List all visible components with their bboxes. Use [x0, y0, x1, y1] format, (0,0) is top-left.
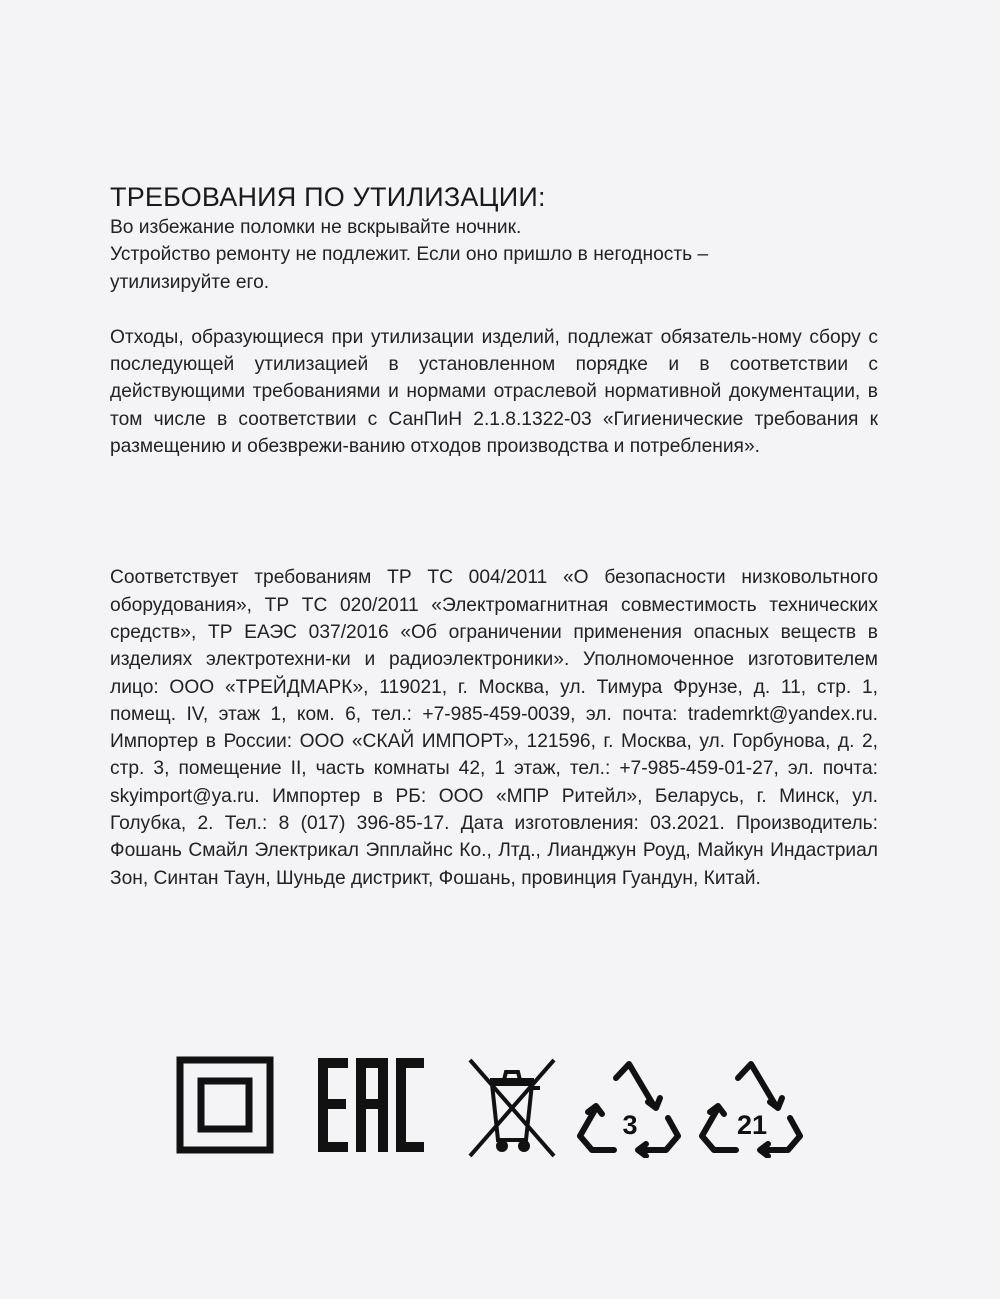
double-insulation-icon [176, 1056, 274, 1154]
section-title: ТРЕБОВАНИЯ ПО УТИЛИЗАЦИИ: [110, 182, 546, 212]
eac-mark-icon [316, 1056, 426, 1154]
certification-symbols [176, 1056, 816, 1166]
document-body [110, 180, 878, 892]
intro-line-3: утилизируйте его. [110, 271, 270, 293]
recycle-code-3: 3 [622, 1110, 638, 1140]
recycle-code-21: 21 [736, 1110, 768, 1140]
spacer [110, 296, 878, 324]
compliance-paragraph: Соответствует требованиям ТР ТС 004/2011 «О безопасности низковольтного оборудования», ТР ТС 020/2011 «Электромагнитная совместимость технических средств», ТР ЕАЭС 037/2016 «Об ограничении применения опасных веществ в изделиях электротехни-ки и радиоэлектроники». Уполномоченное изготовителем лицо: ООО «ТРЕЙДМАРК», 119021, г. Москва, ул. Тимура Фрунзе, д. 11, стр. 1, помещ. IV, этаж 1, ком. 6, тел.: +7-985-459-0039, эл. почта: trademrkt@yandex.ru. Импортер в России: ООО «СКАЙ ИМПОРТ», 121596, г. Москва, ул. Горбунова, д. 2, стр. 3, помещение II, часть комнаты 42, 1 этаж, тел.: +7-985-459-01-27, эл. почта: skyimport@ya.ru. Импортер в РБ: ООО «МПР Ритейл», Беларусь, г. Минск, ул. Голубка, 2. Тел.: 8 (017) 396-85-17. Дата изготовления: 03.2021. Производитель: Фошань Смайл Электрикал Эпплайнс Ко., Лтд., Лианджун Роуд, Майкун Индастриал Зон, Синтан Таун, Шуньде дистрикт, Фошань, провинция Гуандун, Китай. [110, 567, 878, 889]
recycle-triangle-icon-3 [574, 1058, 684, 1158]
crossed-out-bin-icon [464, 1056, 560, 1162]
waste-paragraph: Отходы, образующиеся при утилизации изделий, подлежат обязатель-ному сбору с последующей утилизацией в установленном порядке и в соответствии с действующими требованиями и нормами отраслевой нормативной документации, в том числе в соответствии с СанПиН 2.1.8.1322-03 «Гигиенические требования к размещению и обезврежи-ванию отходов производства и потребления». [110, 326, 878, 458]
recycle-triangle-icon-21 [696, 1058, 806, 1158]
intro-line-1: Во избежание поломки не вскрывайте ночник. [110, 217, 522, 238]
intro-line-2: Устройство ремонту не подлежит. Если оно пришло в негодность – [110, 244, 709, 266]
spacer [110, 460, 878, 564]
